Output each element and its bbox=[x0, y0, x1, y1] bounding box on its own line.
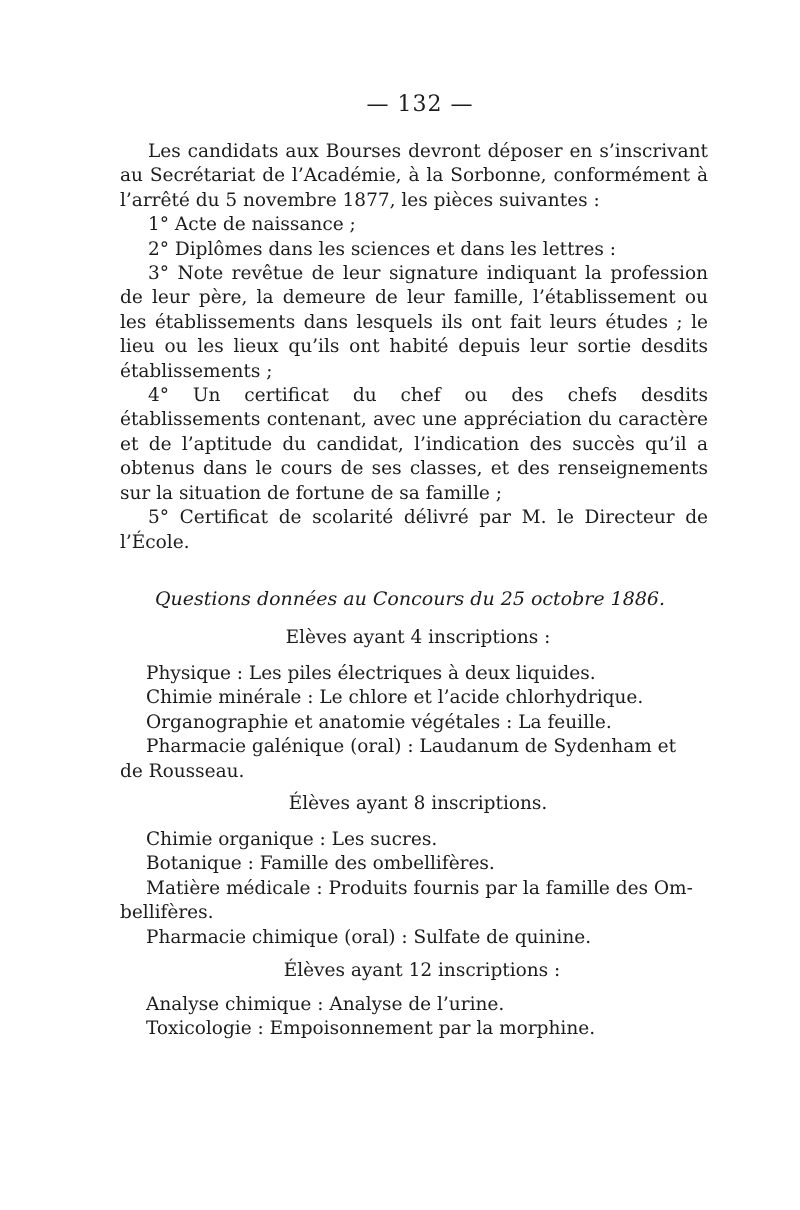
list-item-continuation: bellifères. bbox=[120, 902, 214, 924]
questions-title: Questions données au Concours du 25 octobre 1886. bbox=[154, 588, 666, 610]
group-12-heading: Élèves ayant 12 inscriptions : bbox=[283, 960, 561, 981]
list-item: Matière médicale : Produits fournis par la famille des Om- bbox=[146, 877, 693, 899]
list-item: Organographie et anatomie végétales : La feuille. bbox=[146, 711, 612, 733]
list-item-continuation: de Rousseau. bbox=[120, 760, 245, 782]
page-number: — 132 — bbox=[366, 92, 474, 117]
list-item: Chimie organique : Les sucres. bbox=[146, 829, 438, 850]
requirement-item-1: 1° Acte de naissance ; bbox=[148, 214, 356, 236]
group-4-list bbox=[120, 662, 708, 784]
list-item: Physique : Les piles électriques à deux liquides. bbox=[146, 663, 596, 684]
list-item: Pharmacie chimique (oral) : Sulfate de quinine. bbox=[146, 926, 592, 948]
group-12-list bbox=[120, 993, 708, 1042]
list-item: Toxicologie : Empoisonnement par la morphine. bbox=[146, 1018, 596, 1040]
requirement-item-3: 3° Note revêtue de leur signature indiquant la profession de leur père, la demeure de leur famille, l’établissement ou les établissements dans lesquels ils ont fait leurs études ; le lieu ou les lieux qu’ils ont habité depuis leur sortie desdits établissements ; bbox=[120, 263, 708, 382]
list-item: Chimie minérale : Le chlore et l’acide chlorhydrique. bbox=[146, 687, 644, 709]
list-item: Pharmacie galénique (oral) : Laudanum de Sydenham et bbox=[146, 736, 677, 758]
group-8-list bbox=[120, 828, 708, 950]
list-item: Analyse chimique : Analyse de l’urine. bbox=[146, 994, 505, 1015]
requirement-item-2: 2° Diplômes dans les sciences et dans les lettres : bbox=[148, 238, 616, 260]
group-4-heading: Elèves ayant 4 inscriptions : bbox=[285, 627, 551, 648]
group-8-heading: Élèves ayant 8 inscriptions. bbox=[288, 793, 548, 814]
requirement-item-5: 5° Certificat de scolarité délivré par M. le Directeur de l’École. bbox=[120, 507, 708, 553]
requirement-item-4: 4° Un certificat du chef ou des chefs desdits établissements contenant, avec une appréciation du caractère et de l’aptitude du candidat, l’indication des succès qu’il a obtenus dans le cours de ses classes, et des renseignements sur la situation de fortune de sa famille ; bbox=[120, 385, 708, 504]
list-item: Botanique : Famille des ombellifères. bbox=[146, 853, 495, 875]
requirements-section bbox=[120, 140, 708, 555]
intro-paragraph: Les candidats aux Bourses devront déposer en s’inscrivant au Secrétariat de l’Académie, à la Sorbonne, conformément à l’arrêté du 5 novembre 1877, les pièces suivantes : bbox=[120, 141, 708, 211]
